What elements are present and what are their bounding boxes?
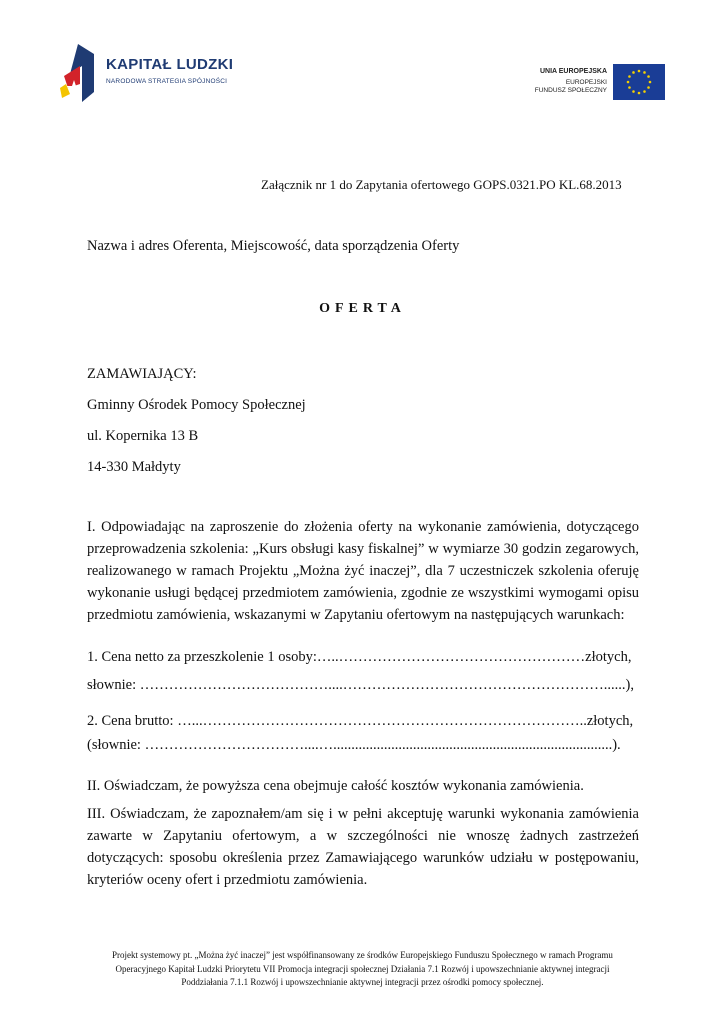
footer-line-3: Poddziałania 7.1.1 Rozwój i upowszechnianie aktywnej integracji przez ośrodki pomocy społecznej. (181, 977, 544, 987)
document-title: OFERTA (319, 301, 406, 316)
kapital-ludzki-logo (60, 44, 250, 102)
eu-star-icon (628, 75, 631, 78)
kapital-ludzki-title: KAPITAŁ LUDZKI (106, 56, 234, 73)
ordering-party-street: ul. Kopernika 13 B (87, 428, 199, 444)
eu-star-icon (647, 75, 650, 78)
ordering-party-label: ZAMAWIAJĄCY: (87, 366, 197, 382)
eu-flag-icon (613, 64, 665, 100)
ordering-party-name: Gminny Ośrodek Pomocy Społecznej (87, 397, 306, 413)
eu-star-icon (647, 86, 650, 89)
offeror-details-line: Nazwa i adres Oferenta, Miejscowość, data sporządzenia Oferty (87, 238, 460, 254)
eu-star-icon (638, 92, 641, 95)
eu-logo (530, 64, 665, 102)
eu-logo-line3: FUNDUSZ SPOŁECZNY (534, 87, 607, 94)
eu-logo-line2: EUROPEJSKI (565, 79, 607, 86)
section-3-paragraph: III. Oświadczam, że zapoznałem/am się i w pełni akceptuję warunki wykonania zamówienia zawarte w Zapytaniu ofertowym, a w szczególności nie wnoszę żadnych zastrzeżeń dotyczących: sposobu określenia przez Zamawiającego warunków udziału w postępowaniu, kryteriów oceny ofert i przedmiotu zamówienia. (87, 806, 639, 888)
kapital-ludzki-subtitle: NARODOWA STRATEGIA SPÓJNOŚCI (106, 78, 228, 85)
footer-line-1: Projekt systemowy pt. „Można żyć inaczej” jest współfinansowany ze środków Europejskiego Funduszu Społecznego w ramach Programu (112, 950, 613, 960)
eu-star-icon (632, 71, 635, 74)
kapital-ludzki-emblem-icon (60, 44, 100, 102)
attachment-reference: Załącznik nr 1 do Zapytania ofertowego GOPS.0321.PO KL.68.2013 (261, 177, 622, 192)
section-2-paragraph: II. Oświadczam, że powyższa cena obejmuje całość kosztów wykonania zamówienia. (87, 778, 584, 794)
ordering-party-city: 14-330 Małdyty (87, 459, 181, 475)
footer-line-2: Operacyjnego Kapitał Ludzki Priorytetu VII Promocja integracji społecznej Działania 7.1 Rozwój i upowszechnianie aktywnej integracji (115, 963, 610, 974)
eu-star-icon (643, 71, 646, 74)
eu-logo-title: UNIA EUROPEJSKA (539, 68, 607, 75)
gross-price-line: 2. Cena brutto: …...……………………………………………………………………..złotych, (87, 713, 634, 729)
eu-star-icon (638, 70, 641, 73)
footer (60, 949, 665, 990)
eu-star-icon (632, 90, 635, 93)
eu-star-icon (627, 81, 630, 84)
eu-star-icon (649, 81, 652, 84)
eu-star-icon (628, 86, 631, 89)
gross-price-words-line: (słownie: ……………………………....….............................................................................). (87, 737, 621, 753)
net-price-line: 1. Cena netto za przeszkolenie 1 osoby:…..……………………………………………złotych, (87, 649, 632, 665)
net-price-words-line: słownie: …………………………………....………………………………………………......), (87, 677, 634, 693)
eu-star-icon (643, 90, 646, 93)
section-1-paragraph: I. Odpowiadając na zaproszenie do złożenia oferty na wykonanie zamówienia, dotyczącego przeprowadzenia szkolenia: „Kurs obsługi kasy fiskalnej” w wymiarze 30 godzin zegarowych, realizowanego w ramach Projektu „Można żyć inaczej”, dla 7 uczestniczek szkolenia oferuję wykonanie usługi będącej przedmiotem zamówienia, zgodnie ze wszystkimi wymogami opisu przedmiotu zamówienia, wskazanymi w Zapytaniu ofertowym na następujących warunkach: (87, 519, 639, 623)
